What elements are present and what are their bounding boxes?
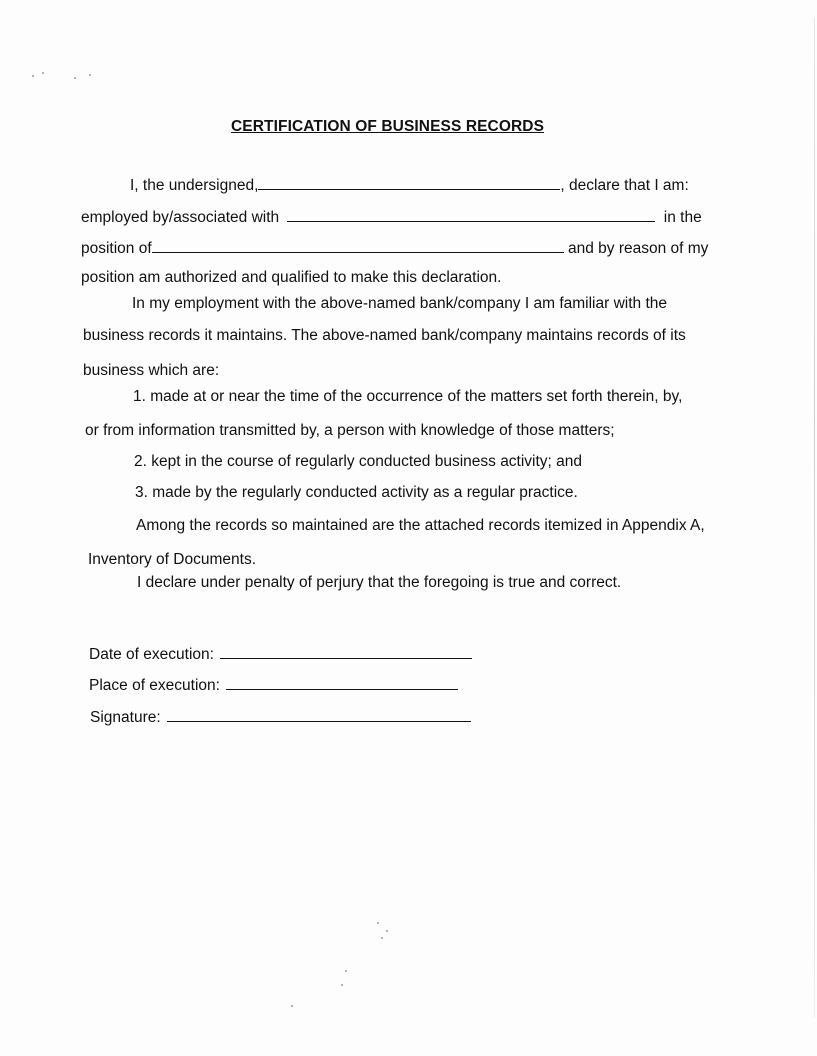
declaration-text: I declare under penalty of perjury that the foregoing is true and correct.	[137, 574, 622, 591]
scan-edge-line	[814, 18, 815, 1018]
scan-speck	[32, 75, 34, 77]
scan-speck	[377, 922, 379, 924]
date-label: Date of execution:	[89, 646, 214, 663]
scan-speck	[341, 984, 343, 986]
intro-line-1	[130, 175, 689, 195]
scan-speck	[42, 72, 44, 74]
intro-text: , declare that I am:	[560, 177, 689, 194]
intro-text: and by reason of my	[567, 240, 709, 257]
scan-speck	[386, 930, 388, 932]
scan-speck	[291, 1005, 293, 1007]
place-of-execution-row	[89, 675, 458, 695]
undersigned-name-field[interactable]	[258, 175, 560, 190]
scan-speck	[345, 970, 347, 972]
intro-text: in the	[663, 209, 702, 226]
para2-line-2: business records it maintains. The above-named bank/company maintains records of its	[83, 327, 686, 344]
scan-speck	[74, 77, 76, 79]
para3-line-2: Inventory of Documents.	[88, 551, 256, 568]
para2-line-1: In my employment with the above-named bank/company I am familiar with the	[132, 295, 667, 312]
date-of-execution-row	[89, 644, 472, 664]
date-of-execution-field[interactable]	[220, 644, 472, 659]
employer-field[interactable]	[287, 207, 655, 222]
intro-text: I, the undersigned,	[130, 177, 259, 194]
place-label: Place of execution:	[89, 677, 220, 694]
intro-text: employed by/associated with	[81, 209, 280, 226]
scan-speck	[89, 74, 91, 76]
intro-text: position of	[81, 240, 152, 257]
intro-line-3	[81, 238, 708, 258]
item-3: 3. made by the regularly conducted activity as a regular practice.	[135, 484, 578, 501]
intro-line-2	[81, 207, 702, 227]
item-1-line-2: or from information transmitted by, a person with knowledge of those matters;	[85, 422, 615, 439]
signature-field[interactable]	[167, 707, 471, 722]
signature-row	[90, 707, 471, 727]
item-2: 2. kept in the course of regularly conducted business activity; and	[134, 453, 583, 470]
item-1-line-1: 1. made at or near the time of the occurrence of the matters set forth therein, by,	[133, 388, 683, 405]
scan-speck	[381, 937, 383, 939]
para3-line-1: Among the records so maintained are the attached records itemized in Appendix A,	[136, 517, 705, 534]
position-field[interactable]	[152, 238, 564, 253]
para2-line-3: business which are:	[83, 362, 220, 379]
signature-label: Signature:	[90, 709, 161, 726]
intro-line-4: position am authorized and qualified to make this declaration.	[81, 269, 502, 286]
document-title: CERTIFICATION OF BUSINESS RECORDS	[231, 118, 545, 135]
place-of-execution-field[interactable]	[226, 675, 458, 690]
